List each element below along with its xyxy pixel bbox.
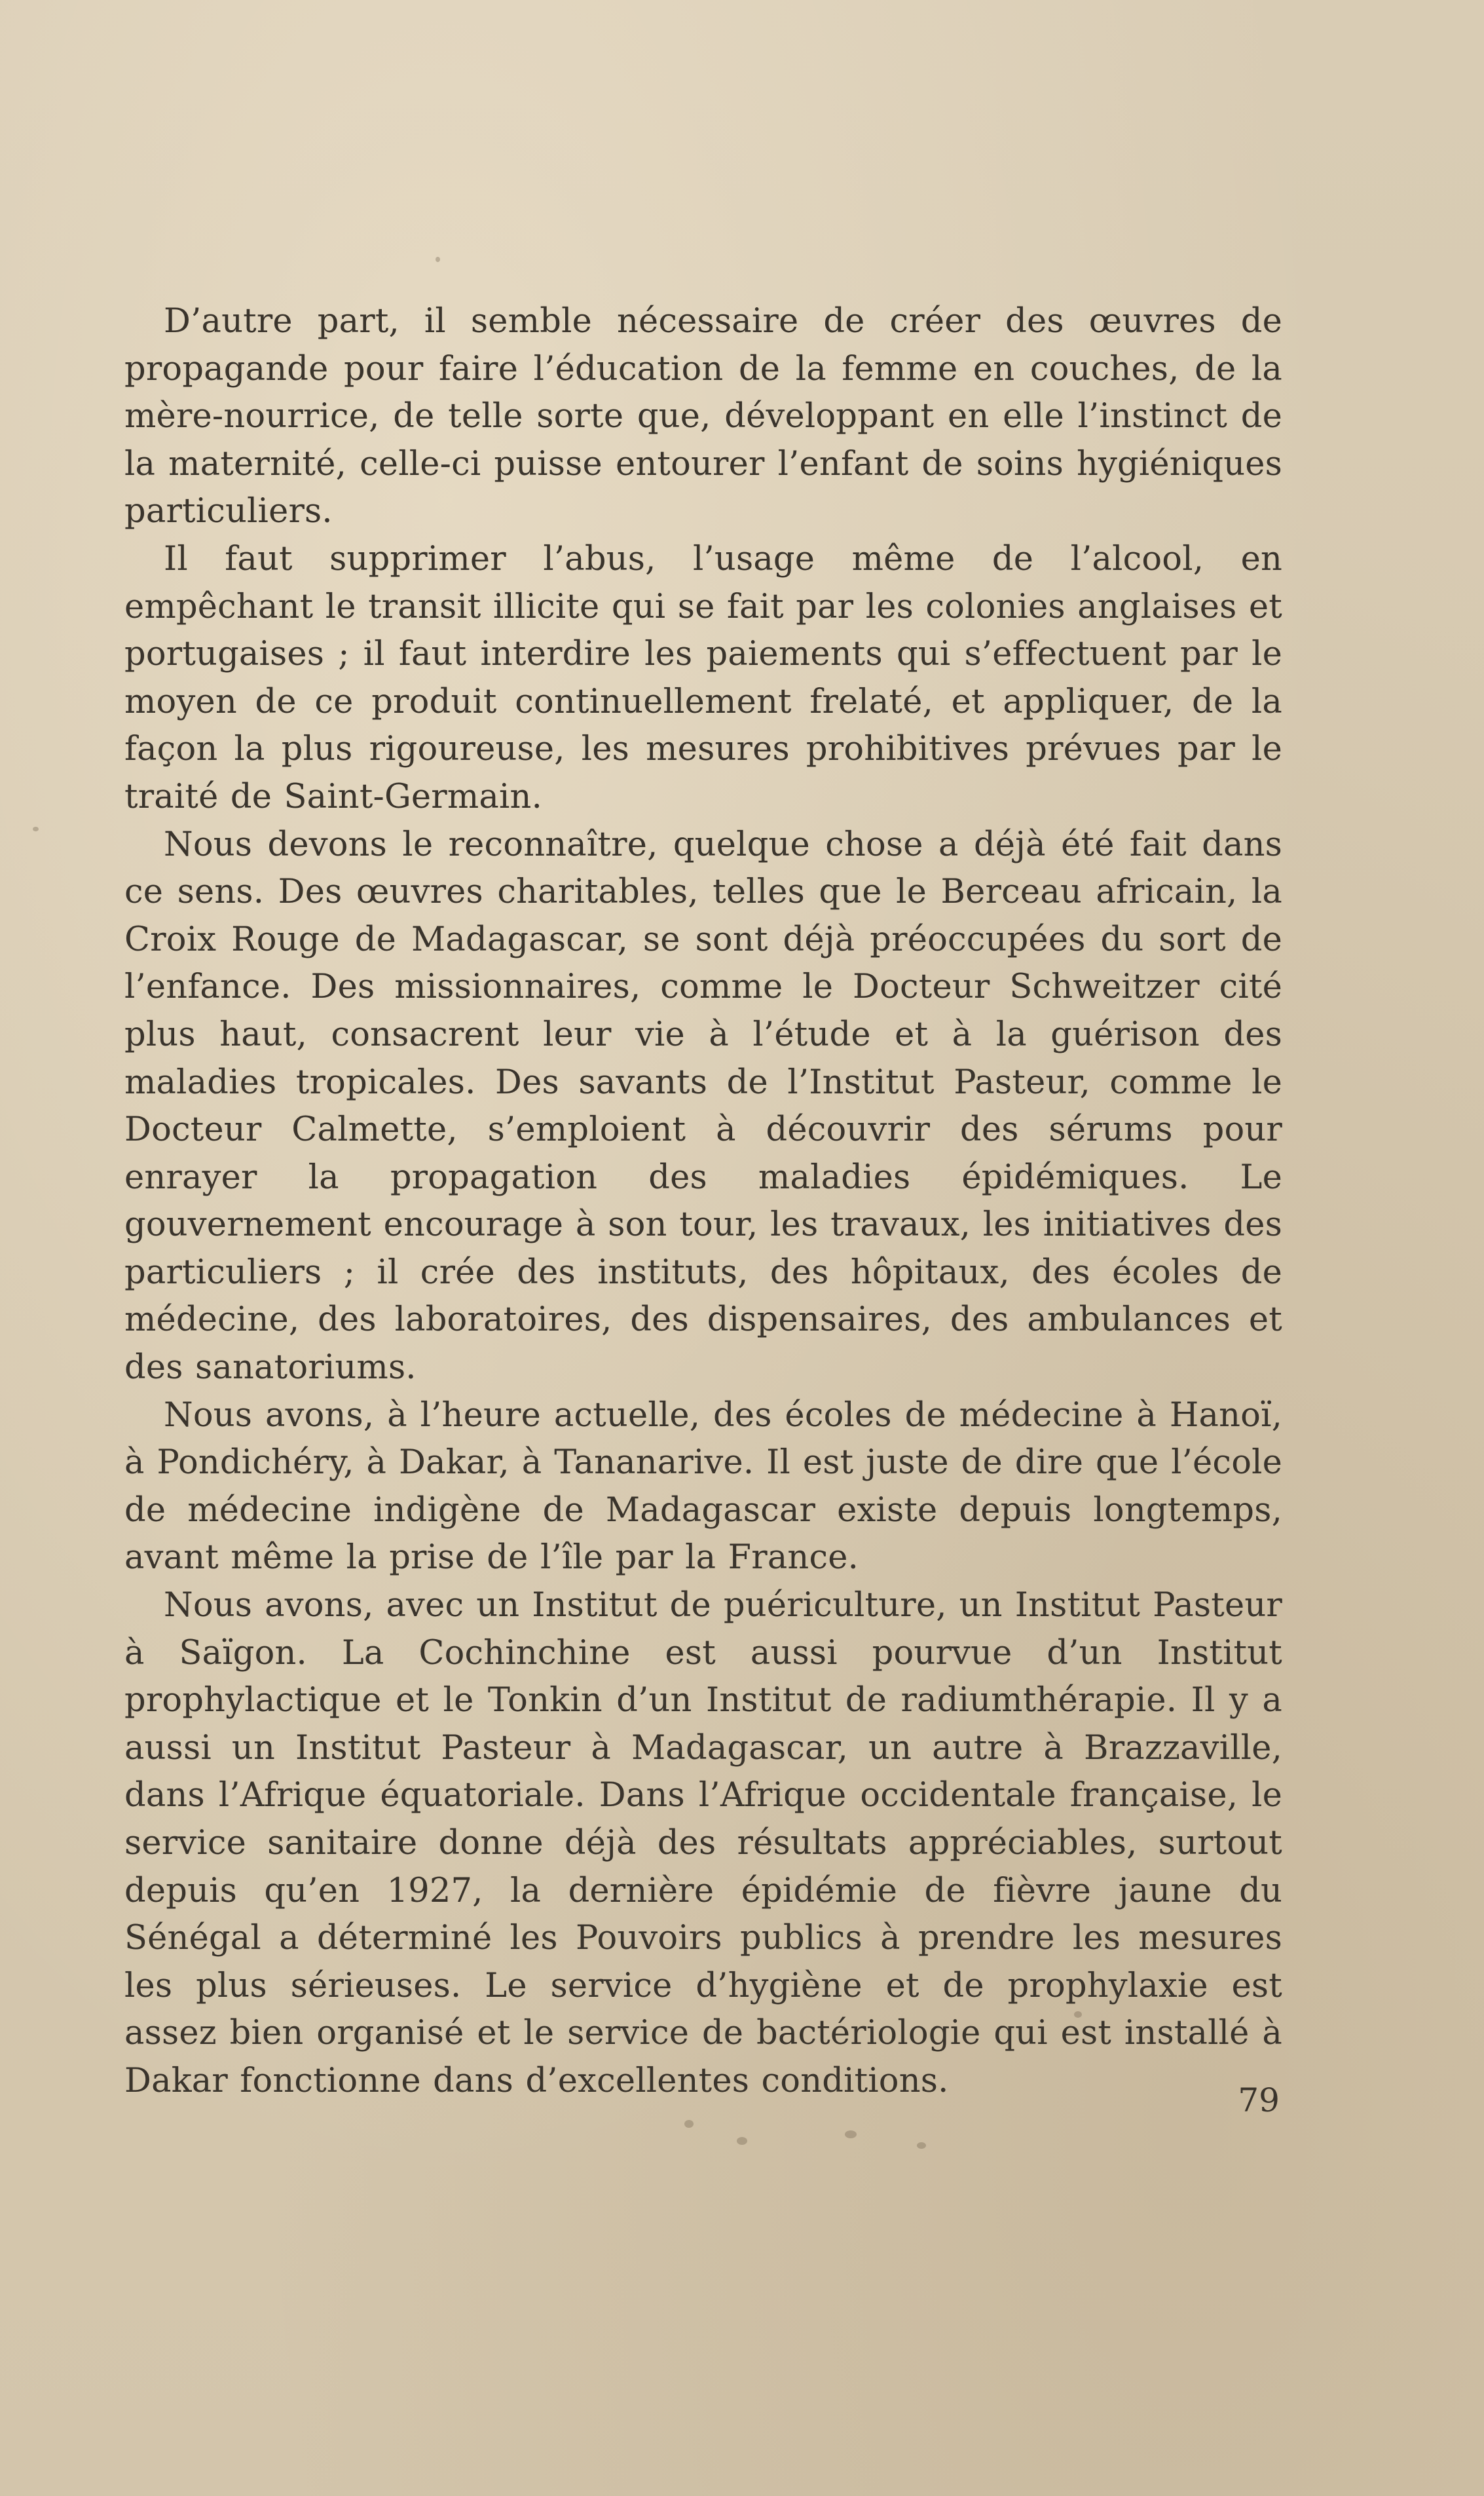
paragraph-5: Nous avons, avec un Institut de puériculture, un Institut Pasteur à Saïgon. La Cochinchine est aussi pourvue d’un Institut prophylactique et le Tonkin d’un Institut de radiumthérapie. Il y a aussi un Institut Pasteur à Madagascar, un autre à Brazzaville, dans l’Afrique équatoriale. Dans l’Afrique occidentale française, le service sanitaire donne déjà des résultats appréciables, surtout depuis qu’en 1927, la dernière épidémie de fièvre jaune du Sénégal a déterminé les Pouvoirs publics à prendre les mesures les plus sérieuses. Le service d’hygiène et de prophylaxie est assez bien organisé et le service de bactériologie qui est installé à Dakar fonctionne dans d’excellentes conditions.: [124, 1586, 1282, 2100]
body-text: [124, 298, 1282, 2106]
paper-speck: [845, 2130, 857, 2138]
page-number: 79: [1238, 2081, 1280, 2119]
paper-speck: [33, 827, 39, 831]
paper-speck: [917, 2142, 926, 2149]
paragraph-2: Il faut supprimer l’abus, l’usage même de l’alcool, en empêchant le transit illicite qui se fait par les colonies anglaises et portugaises ; il faut interdire les paiements qui s’effectuent par le moyen de ce produit continuellement frelaté, et appliquer, de la façon la plus rigoureuse, les mesures prohibitives prévues par le traité de Saint-Germain.: [124, 539, 1282, 816]
paper-speck: [684, 2120, 694, 2128]
paper-speck: [436, 257, 440, 262]
paragraph-4: Nous avons, à l’heure actuelle, des écoles de médecine à Hanoï, à Pondichéry, à Dakar, à Tananarive. Il est juste de dire que l’école de médecine indigène de Madagascar existe depuis longtemps, avant même la prise de l’île par la France.: [124, 1395, 1282, 1578]
paragraph-1: D’autre part, il semble nécessaire de créer des œuvres de propagande pour faire l’éducation de la femme en couches, de la mère-nourrice, de telle sorte que, développant en elle l’instinct de la maternité, celle-ci puisse entourer l’enfant de soins hygiéniques particuliers.: [124, 302, 1282, 531]
paragraph-3: Nous devons le reconnaître, quelque chose a déjà été fait dans ce sens. Des œuvres charitables, telles que le Berceau africain, la Croix Rouge de Madagascar, se sont déjà préoccupées du sort de l’enfance. Des missionnaires, comme le Docteur Schweitzer cité plus haut, consacrent leur vie à l’étude et à la guérison des maladies tropicales. Des savants de l’Institut Pasteur, comme le Docteur Calmette, s’emploient à découvrir des sérums pour enrayer la propagation des maladies épidémiques. Le gouvernement encourage à son tour, les travaux, les initiatives des particuliers ; il crée des instituts, des hôpitaux, des écoles de médecine, des laboratoires, des dispensaires, des ambulances et des sanatoriums.: [124, 825, 1282, 1388]
paper-speck: [737, 2137, 747, 2145]
